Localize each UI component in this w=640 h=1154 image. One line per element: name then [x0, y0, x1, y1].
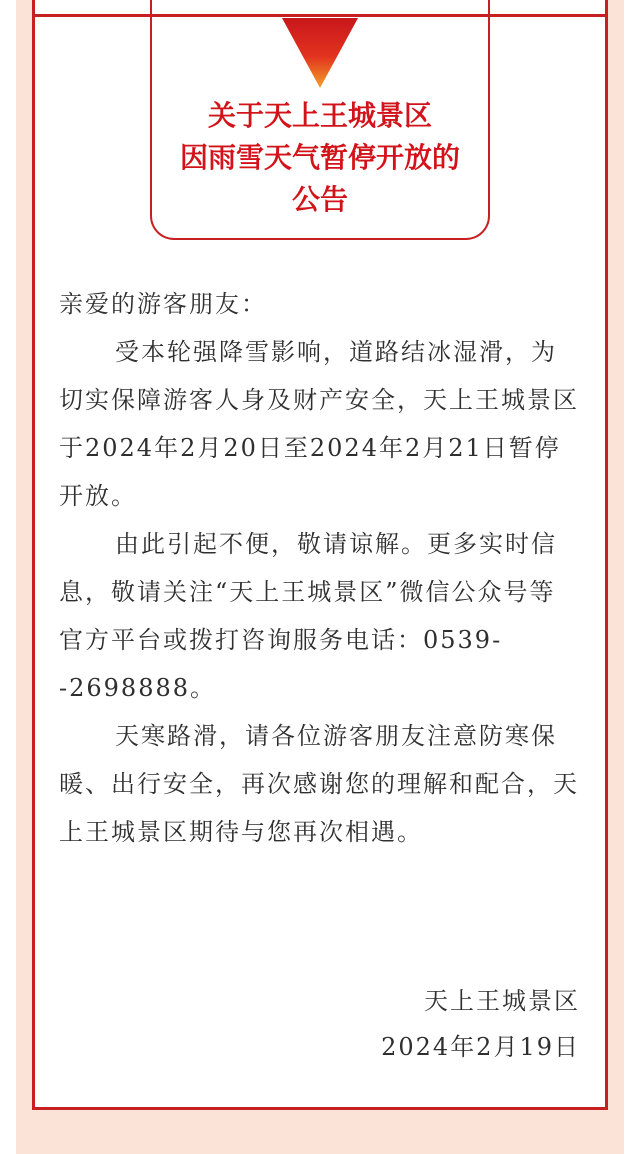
paragraph-contact: 由此引起不便，敬请谅解。更多实时信息，敬请关注“天上王城景区”微信公众号等官方平台或拨打咨询服务电话：0539--2698888。 [59, 530, 557, 702]
signature-date: 2024年2月19日 [381, 1033, 580, 1061]
paragraph-closing: 天寒路滑，请各位游客朋友注意防寒保暖、出行安全，再次感谢您的理解和配合，天上王城景区期待与您再次相遇。 [59, 722, 579, 846]
triangle-ornament-icon [282, 18, 358, 88]
title-line-3: 公告 [291, 183, 348, 216]
notice-body [59, 280, 581, 856]
salutation: 亲爱的游客朋友： [59, 290, 267, 318]
signature-org: 天上王城景区 [424, 987, 580, 1015]
signature-block [381, 978, 580, 1070]
title-line-1: 关于天上王城景区 [207, 99, 432, 132]
title-line-2: 因雨雪天气暂停开放的 [179, 141, 460, 174]
notice-title [150, 95, 490, 221]
paragraph-closure: 受本轮强降雪影响，道路结冰湿滑，为切实保障游客人身及财产安全，天上王城景区于2024年2月20日至2024年2月21日暂停开放。 [59, 338, 579, 510]
